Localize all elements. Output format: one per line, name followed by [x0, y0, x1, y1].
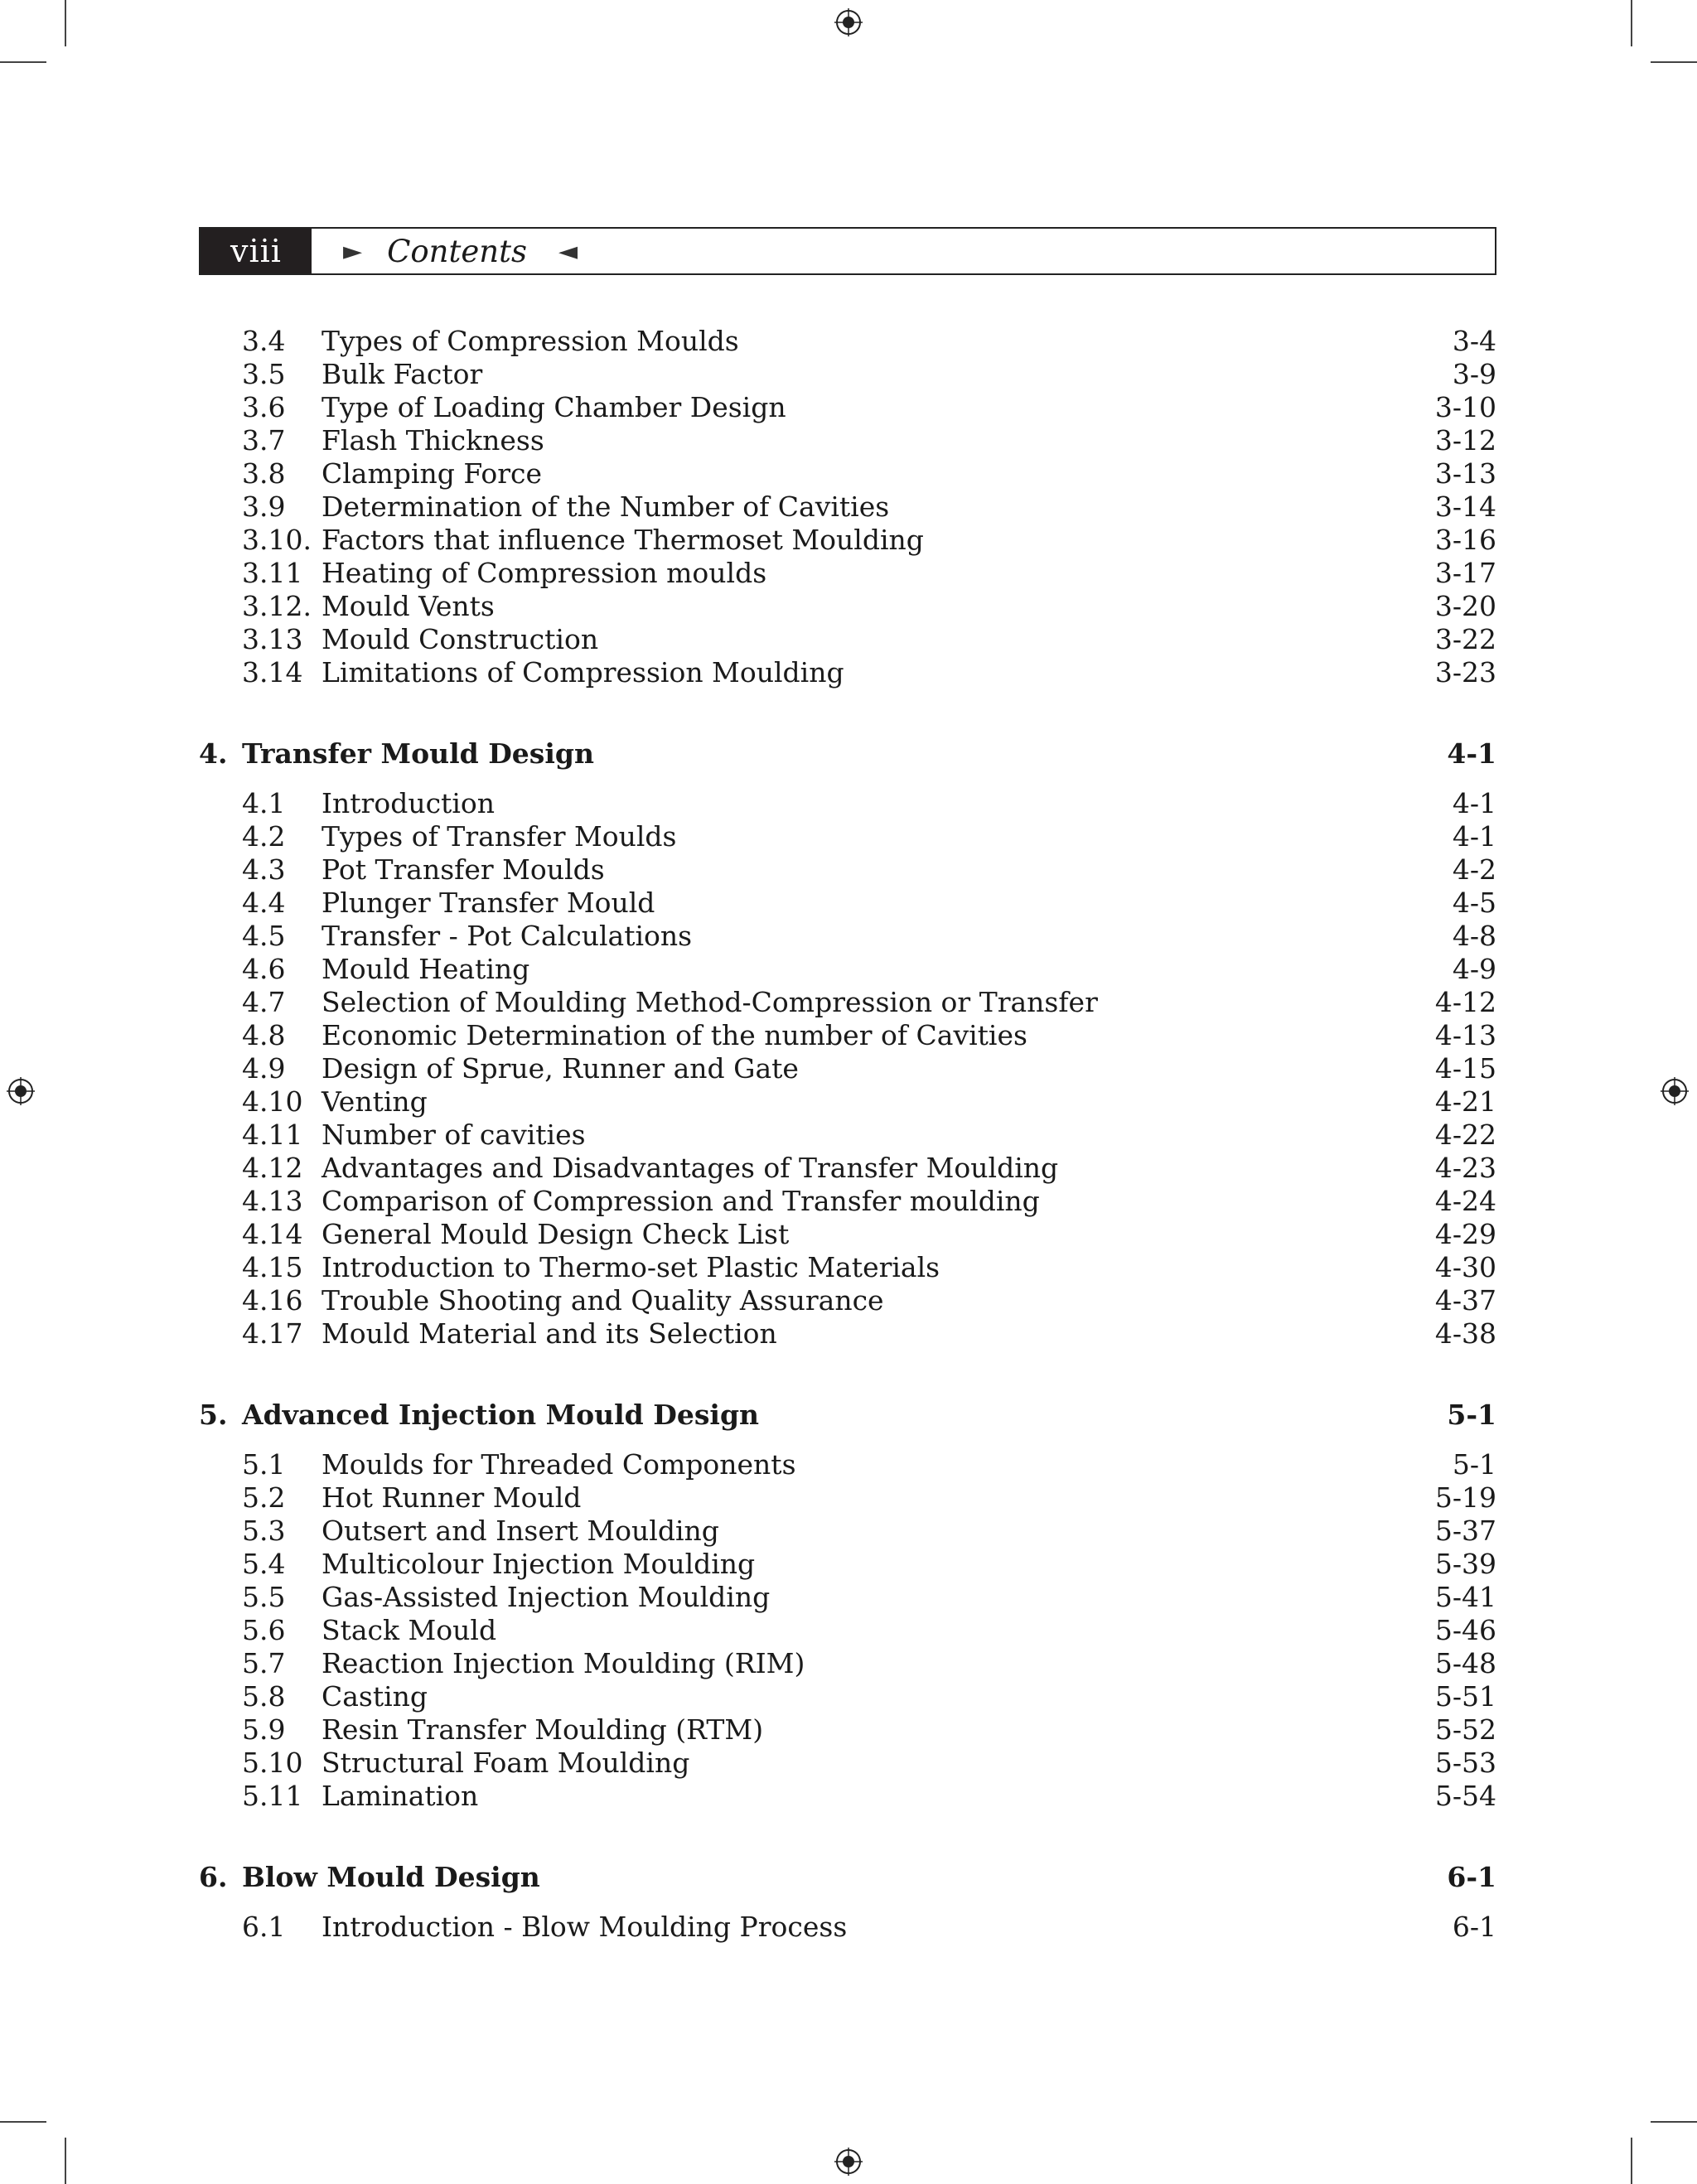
toc-entry [199, 1548, 1496, 1581]
entry-label: Heating of Compression moulds [322, 557, 767, 589]
entry-page: 3-20 [1434, 590, 1496, 622]
entry-num: 4.16 [242, 1284, 303, 1317]
entry-page: 4-5 [1452, 887, 1496, 919]
header-title: Contents [387, 233, 527, 269]
chapter-heading [199, 1861, 1496, 1897]
entry-num: 3.6 [242, 391, 286, 423]
toc-entry [199, 1284, 1496, 1317]
entry-label: Factors that influence Thermoset Moulding [322, 524, 924, 556]
entry-page: 4-13 [1434, 1019, 1496, 1051]
entry-label: Gas-Assisted Injection Moulding [322, 1581, 771, 1613]
chapter-num: 4. [199, 737, 228, 770]
toc-entry [199, 986, 1496, 1019]
chapter-page: 4-1 [1447, 737, 1496, 770]
entry-label: Mould Vents [322, 590, 495, 622]
entry-page: 5-53 [1434, 1747, 1496, 1779]
entry-label: Moulds for Threaded Components [322, 1448, 796, 1481]
entry-page: 4-29 [1434, 1218, 1496, 1250]
entry-num: 5.4 [242, 1548, 286, 1580]
entry-label: Type of Loading Chamber Design [322, 391, 786, 423]
entry-label: Introduction [322, 787, 495, 819]
entry-num: 3.7 [242, 424, 286, 457]
entry-num: 4.2 [242, 820, 286, 853]
entry-page: 3-14 [1434, 490, 1496, 523]
toc-entry [199, 1614, 1496, 1647]
chapter-label: Advanced Injection Mould Design [242, 1399, 760, 1431]
chapter-label: Blow Mould Design [242, 1861, 540, 1893]
toc-entry [199, 1317, 1496, 1351]
entry-page: 3-13 [1434, 457, 1496, 490]
entry-page: 4-23 [1434, 1152, 1496, 1184]
toc-entry [199, 1119, 1496, 1152]
entry-page: 5-46 [1434, 1614, 1496, 1646]
toc-entry [199, 391, 1496, 424]
entry-num: 3.8 [242, 457, 286, 490]
chapter-num: 5. [199, 1399, 228, 1431]
right-triangle-icon: ► [343, 236, 363, 266]
entry-label: Types of Compression Moulds [322, 325, 739, 357]
entry-num: 4.6 [242, 953, 286, 985]
entry-page: 3-10 [1434, 391, 1496, 423]
toc-entry [199, 1481, 1496, 1515]
table-of-contents [199, 325, 1496, 1944]
entry-num: 4.17 [242, 1317, 303, 1350]
toc-entry [199, 1052, 1496, 1085]
entry-num: 4.10 [242, 1085, 303, 1118]
toc-entry [199, 1581, 1496, 1614]
entry-label: Multicolour Injection Moulding [322, 1548, 756, 1580]
entry-label: Economic Determination of the number of Cavities [322, 1019, 1027, 1051]
entry-num: 6.1 [242, 1911, 286, 1943]
entry-page: 6-1 [1452, 1911, 1496, 1943]
entry-num: 4.1 [242, 787, 286, 819]
entry-num: 5.1 [242, 1448, 286, 1481]
toc-entry [199, 623, 1496, 656]
crop-mark [65, 0, 66, 46]
toc-entry [199, 1085, 1496, 1119]
entry-label: Design of Sprue, Runner and Gate [322, 1052, 799, 1085]
entry-num: 4.11 [242, 1119, 303, 1151]
entry-page: 4-21 [1434, 1085, 1496, 1118]
toc-entry [199, 358, 1496, 391]
entry-num: 5.7 [242, 1647, 286, 1679]
crop-mark [65, 2138, 66, 2184]
entry-num: 4.12 [242, 1152, 303, 1184]
entry-page: 3-23 [1434, 656, 1496, 689]
entry-page: 3-22 [1434, 623, 1496, 655]
entry-page: 4-30 [1434, 1251, 1496, 1283]
entry-num: 4.13 [242, 1185, 303, 1217]
crop-mark [1651, 61, 1697, 63]
entry-page: 3-17 [1434, 557, 1496, 589]
entry-num: 4.14 [242, 1218, 303, 1250]
entry-label: Mould Material and its Selection [322, 1317, 777, 1350]
entry-page: 5-52 [1434, 1713, 1496, 1746]
entry-label: Hot Runner Mould [322, 1481, 582, 1514]
entry-num: 4.3 [242, 853, 286, 886]
entry-num: 3.11 [242, 557, 303, 589]
entry-page: 5-54 [1434, 1780, 1496, 1812]
entry-page: 3-9 [1452, 358, 1496, 390]
entry-label: Limitations of Compression Moulding [322, 656, 844, 689]
crop-mark [0, 61, 46, 63]
entry-num: 3.13 [242, 623, 303, 655]
entry-page: 4-1 [1452, 787, 1496, 819]
entry-num: 4.8 [242, 1019, 286, 1051]
entry-num: 3.5 [242, 358, 286, 390]
toc-entry [199, 1747, 1496, 1780]
entry-num: 5.9 [242, 1713, 286, 1746]
entry-label: Venting [322, 1085, 428, 1118]
entry-label: Comparison of Compression and Transfer moulding [322, 1185, 1040, 1217]
toc-entry [199, 1448, 1496, 1481]
entry-page: 4-12 [1434, 986, 1496, 1018]
entry-label: Transfer - Pot Calculations [322, 920, 693, 952]
toc-entry [199, 820, 1496, 853]
entry-num: 3.4 [242, 325, 286, 357]
entry-num: 4.7 [242, 986, 286, 1018]
toc-entry [199, 1713, 1496, 1747]
entry-page: 4-38 [1434, 1317, 1496, 1350]
entry-label: Selection of Moulding Method-Compression or Transfer [322, 986, 1098, 1018]
entry-num: 4.5 [242, 920, 286, 952]
entry-label: Stack Mould [322, 1614, 497, 1646]
entry-page: 3-12 [1434, 424, 1496, 457]
entry-label: Introduction to Thermo-set Plastic Materials [322, 1251, 940, 1283]
entry-num: 5.6 [242, 1614, 286, 1646]
entry-num: 3.14 [242, 656, 303, 689]
toc-entry [199, 1680, 1496, 1713]
crop-mark [1631, 2138, 1632, 2184]
entry-num: 5.2 [242, 1481, 286, 1514]
entry-label: Pot Transfer Moulds [322, 853, 605, 886]
entry-label: Plunger Transfer Mould [322, 887, 655, 919]
crop-mark [0, 2121, 46, 2123]
toc-entry [199, 524, 1496, 557]
entry-label: Advantages and Disadvantages of Transfer Moulding [322, 1152, 1059, 1184]
toc-entry [199, 656, 1496, 689]
entry-label: Types of Transfer Moulds [322, 820, 677, 853]
chapter-heading [199, 737, 1496, 774]
toc-entry [199, 1515, 1496, 1548]
entry-page: 4-37 [1434, 1284, 1496, 1317]
entry-page: 3-4 [1452, 325, 1496, 357]
registration-mark-icon [834, 8, 863, 36]
entry-page: 4-9 [1452, 953, 1496, 985]
toc-entry [199, 1911, 1496, 1944]
toc-entry [199, 1185, 1496, 1218]
toc-entry [199, 590, 1496, 623]
toc-entry [199, 1780, 1496, 1813]
chapter-page: 6-1 [1447, 1861, 1496, 1893]
entry-num: 5.10 [242, 1747, 303, 1779]
toc-entry [199, 920, 1496, 953]
entry-page: 5-37 [1434, 1515, 1496, 1547]
toc-entry [199, 1251, 1496, 1284]
entry-label: Reaction Injection Moulding (RIM) [322, 1647, 805, 1679]
running-header [199, 227, 1496, 275]
registration-mark-icon [1661, 1077, 1689, 1105]
toc-entry [199, 424, 1496, 457]
toc-entry [199, 1019, 1496, 1052]
toc-entry [199, 557, 1496, 590]
page-folio: viii [201, 229, 312, 273]
entry-num: 5.8 [242, 1680, 286, 1713]
entry-page: 4-2 [1452, 853, 1496, 886]
entry-num: 3.12. [242, 590, 312, 622]
toc-entry [199, 853, 1496, 887]
entry-label: Bulk Factor [322, 358, 483, 390]
crop-mark [1651, 2121, 1697, 2123]
chapter-num: 6. [199, 1861, 228, 1893]
entry-page: 5-1 [1452, 1448, 1496, 1481]
entry-label: Introduction - Blow Moulding Process [322, 1911, 848, 1943]
entry-label: Number of cavities [322, 1119, 586, 1151]
left-triangle-icon: ◄ [558, 236, 578, 266]
entry-label: Trouble Shooting and Quality Assurance [322, 1284, 884, 1317]
entry-label: Resin Transfer Moulding (RTM) [322, 1713, 764, 1746]
entry-label: Lamination [322, 1780, 479, 1812]
entry-page: 5-41 [1434, 1581, 1496, 1613]
toc-entry [199, 325, 1496, 358]
entry-num: 3.9 [242, 490, 286, 523]
entry-num: 3.10. [242, 524, 312, 556]
entry-label: Clamping Force [322, 457, 543, 490]
entry-num: 5.3 [242, 1515, 286, 1547]
entry-label: Casting [322, 1680, 428, 1713]
chapter-page: 5-1 [1447, 1399, 1496, 1431]
toc-entry [199, 1218, 1496, 1251]
entry-num: 4.4 [242, 887, 286, 919]
toc-entry [199, 887, 1496, 920]
entry-page: 5-19 [1434, 1481, 1496, 1514]
entry-label: General Mould Design Check List [322, 1218, 790, 1250]
entry-num: 4.9 [242, 1052, 286, 1085]
entry-page: 4-15 [1434, 1052, 1496, 1085]
toc-entry [199, 1647, 1496, 1680]
entry-page: 4-8 [1452, 920, 1496, 952]
registration-mark-icon [7, 1077, 35, 1105]
chapter-heading [199, 1399, 1496, 1435]
entry-page: 5-48 [1434, 1647, 1496, 1679]
entry-label: Flash Thickness [322, 424, 544, 457]
entry-page: 4-22 [1434, 1119, 1496, 1151]
entry-page: 3-16 [1434, 524, 1496, 556]
chapter-label: Transfer Mould Design [242, 737, 594, 770]
entry-label: Mould Heating [322, 953, 530, 985]
toc-entry [199, 490, 1496, 524]
toc-entry [199, 1152, 1496, 1185]
entry-num: 5.5 [242, 1581, 286, 1613]
crop-mark [1631, 0, 1632, 46]
entry-page: 4-1 [1452, 820, 1496, 853]
entry-page: 5-39 [1434, 1548, 1496, 1580]
entry-label: Mould Construction [322, 623, 599, 655]
entry-page: 5-51 [1434, 1680, 1496, 1713]
entry-num: 5.11 [242, 1780, 303, 1812]
entry-label: Structural Foam Moulding [322, 1747, 690, 1779]
toc-entry [199, 787, 1496, 820]
entry-label: Determination of the Number of Cavities [322, 490, 890, 523]
entry-page: 4-24 [1434, 1185, 1496, 1217]
entry-label: Outsert and Insert Moulding [322, 1515, 719, 1547]
toc-entry [199, 457, 1496, 490]
registration-mark-icon [834, 2148, 863, 2176]
entry-num: 4.15 [242, 1251, 303, 1283]
toc-entry [199, 953, 1496, 986]
